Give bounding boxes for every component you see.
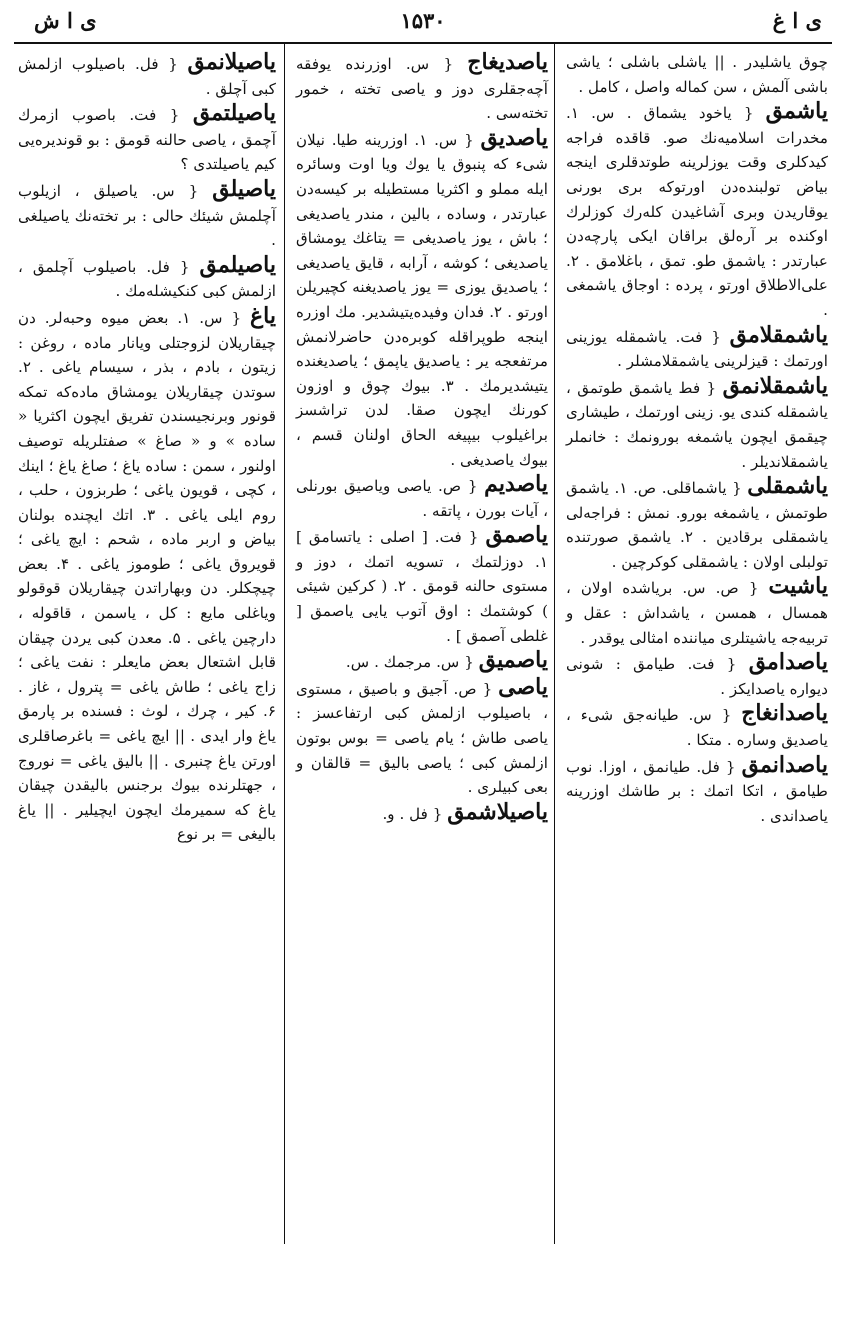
header-right-guide-letters: ی ا غ — [772, 8, 822, 33]
entry — [18, 101, 276, 177]
page-number: ۱۵۳۰ — [400, 8, 446, 33]
headword: یاصیلق — [212, 175, 276, 202]
entry-text: چوق یاشلیدر . || یاشلی باشلی ؛ یاشی باشی آلمش ، سن کماله واصل ، کامل . — [566, 53, 828, 96]
definition: { ص. یاصی ویاصیق بورنلی ، آیات بورن ، پاتقه . — [296, 477, 548, 520]
column-left — [18, 50, 276, 847]
definition: { فت. [ اصلی : یاتسامق ] ۱. دوزلتمك ، تسویه اتمك ، دوز و مستوی حالنه قومق . ۲. ( کرکین شیئی ) کوشتمك : اوق آتوب یایی یاصمق [ غلطی آصمق ] . — [296, 528, 548, 645]
headword: یاصیلمق — [199, 251, 276, 278]
column-divider-left — [284, 44, 285, 1244]
header-left-guide-letters: ی ا ش — [34, 8, 97, 33]
definition: { ص. آجیق و باصیق ، مستوی ، باصیلوب ازلمش کبی ارتفاعسز : یاصی طاش ؛ یام یاصی = بوس بوتون ازلمش کبی ؛ یاصی بالیق = قالقان و بعی کبیلری . — [296, 679, 548, 797]
headword: یاشیت — [768, 573, 828, 600]
definition: { یاشماقلی. ص. ۱. یاشمق طوتمش ، یاشمغه بورو. نمش : فراجه‌لی یاشمقلی برقادین . ۲. یاشمق صورتنده تولبلی اولان : یاشمقلی کوکرچین . — [566, 479, 828, 571]
entry — [18, 253, 276, 304]
definition: { س. مرجمك . س. — [345, 653, 474, 672]
definition: { س. یاصیلق ، ازیلوب آچلمش شیئك حالی : بر تخته‌نك یاصیلغی . — [18, 181, 276, 250]
entry — [296, 800, 548, 827]
entry — [566, 753, 828, 829]
definition: { فط یاشمق طوتمق ، یاشمقله کندی یو. زینی اورتمك ، طیشاری چیقمق ایچون یاشمغه بورونمك : خانملر یاشمقلاندیلر . — [566, 378, 828, 471]
column-right — [566, 50, 828, 828]
headword: یاشمقلامق — [729, 321, 828, 348]
entry — [18, 50, 276, 101]
definition: { ص. س. بریاشده اولان ، همسال ، همسن ، یاشداش : عقل و تربیه‌جه یاشیتلری میاننده امثالی یوقدر . — [566, 579, 828, 647]
entry — [566, 574, 828, 650]
page-header — [14, 6, 832, 40]
definition: { فل. باصیلوب ازلمش کبی آچلق . — [18, 55, 276, 98]
headword: یاصیلاشمق — [447, 798, 548, 825]
entry — [566, 650, 828, 701]
headword: یاصدیغاج — [467, 49, 548, 75]
definition: { فل. طیانمق ، اوزا. نوب طیامق ، اتکا اتمك : بر طاشك اوزرینه یاصداندی . — [566, 757, 828, 825]
definition: { فل. باصیلوب آچلمق ، ازلمش کبی کنکیشله‌مك . — [18, 257, 276, 301]
headword: یاصدیم — [484, 471, 548, 498]
entry — [296, 126, 548, 472]
entry — [296, 648, 548, 675]
column-divider-right — [554, 44, 555, 1244]
entry — [566, 50, 828, 99]
entry — [296, 50, 548, 126]
definition: { یاخود یشماق . س. ۱. مخدرات اسلامیه‌نك صو. قاقده فراجه کیدکلری وقت یوزلرینه طوتدقلری اینجه بیاض تولبنده‌دن اورتوکه بری بورنی یوقاریدن وبری آشاغیدن کله‌رك کوزلرك اوکنده بر آره‌لق براقان ایکی پارچه‌دن عبارتدر : یاشمق طو. تمق ، باغلامق . ۲. علی‌الاطلاق اورتو ، پرده : اوجاق یاشمغی . — [566, 104, 828, 319]
entry — [566, 323, 828, 374]
definition: { فت. یاشمقله یوزینی اورتمك : قیزلرینی یاشمقلامشلر . — [566, 327, 828, 371]
headword: یاغ — [250, 302, 276, 329]
definition: { فت. باصوب ازمرك آچمق ، یاصی حالنه قومق : بو قوندیره‌یی کیم یاصیلتدی ؟ — [18, 106, 276, 174]
headword: یاصی — [498, 673, 548, 700]
entry — [566, 474, 828, 574]
definition: { س. طیانه‌جق شیء ، یاصدیق وساره . متکا . — [566, 706, 828, 750]
headword: یاشمقلی — [747, 473, 829, 500]
headword: یاصدانغاج — [741, 700, 829, 727]
headword: یاشمقلانمق — [722, 372, 829, 399]
entry — [296, 472, 548, 523]
headword: یاصدیق — [480, 124, 549, 151]
headword: یاصدانمق — [741, 751, 829, 778]
headword: یاصیلتمق — [192, 100, 276, 127]
header-rule — [14, 42, 832, 44]
headword: یاصمق — [485, 522, 549, 549]
entry — [566, 99, 828, 322]
entry — [18, 304, 276, 847]
headword: یاصدامق — [748, 649, 829, 676]
dictionary-page — [14, 6, 832, 1246]
definition: { فت. طیامق : شونی دیواره یاصدایکز . — [566, 655, 828, 698]
headword: یاصمیق — [478, 647, 548, 674]
entry — [296, 523, 548, 648]
entry — [18, 177, 276, 253]
entry — [296, 675, 548, 800]
column-middle — [296, 50, 548, 826]
entry — [566, 374, 828, 474]
headword: یاشمق — [765, 98, 828, 125]
entry — [566, 701, 828, 752]
definition: { س. اوزرنده یوفقه آچه‌جقلری دوز و یاصی تخته ، خمور تخته‌سی . — [296, 55, 548, 123]
headword: یاصیلانمق — [187, 49, 276, 75]
definition: { س. ۱. بعض میوه وحبه‌لر. دن چیقاریلان لزوجتلی ویانار ماده ، روغن : زیتون ، بادم ، بذر ، سیسام یاغی . ۲. سوتدن چیقاریلان یومشاق ماده‌که تمکه قونور وبرنجیسندن تفریق ایچون اکثریا « ساده » و « صاغ » صفتلریله توصیف اولنور ، سمن : ساده یاغ ؛ صاغ یاغ ؛ اینك ، کچی ، قویون یاغی ؛ طربزون ، حلب ، روم ایلی یاغی . ۳. اتك ایچنده بولنان بیاض و اربر ماده ، شحم : ایچ یاغی ؛ قویروق یاغی ؛ طوموز یاغی . ۴. بعض چیچکلر. دن وبهاراتدن چیقاریلان قوقولو ویاغلی مایع : کل ، یاسمن ، قاقوله ، دارچین یاغی . ۵. معدن کبی یردن چیقان قابل اشتعال بعض مایعلر : نفت یاغی ؛ زاج یاغی ؛ طاش یاغی = پترول ، غاز . ۶. کیر ، چرك ، لوث : فسنده بر پارمق یاغ وار ایدی . || ایچ یاغی = باغرصاقلری اورتن یاغ چنبری . || بالیق یاغی = نوروج ، جهتلرنده بیوك برجنس بالیقدن چیقان یاغ که سمیرمك ایچون ایچیلیر . || یاغ بالیغی = بر نوع — [18, 308, 277, 844]
definition: { فل . و. — [382, 804, 443, 823]
definition: { س. ۱. اوزرینه طیا. نیلان شیء که پنبوق یا یوك ویا اوت وسائره ایله مملو و اکثریا مستطیله بر کیسه‌دن عبارتدر ، وساده ، بالین ، مندر یاصدیغی ؛ باش ، یوز یاصدیغی = یتاغك یومشاق یاصدیغی ؛ کوشه ، آرابه ، قایق یاصدیغی ؛ یاصدیق یوزی = یوز یاصدیغنه کچیریلن اورتو . ۲. فدان وفیده‌یتیشدیر. مك اوزره اینجه طوپراقله کوبره‌دن حاضرلانمش مرتفعجه یر : یاصدیق یاپمق ؛ یاصدیغنده یتیشدیرمك . ۳. بیوك چوق و اوزون کورنك ایچون صقا. لدن تراشسز براغیلوب بیپیغه الحاق اولنان قسم ، بیوك یاصدیغی . — [296, 130, 549, 469]
